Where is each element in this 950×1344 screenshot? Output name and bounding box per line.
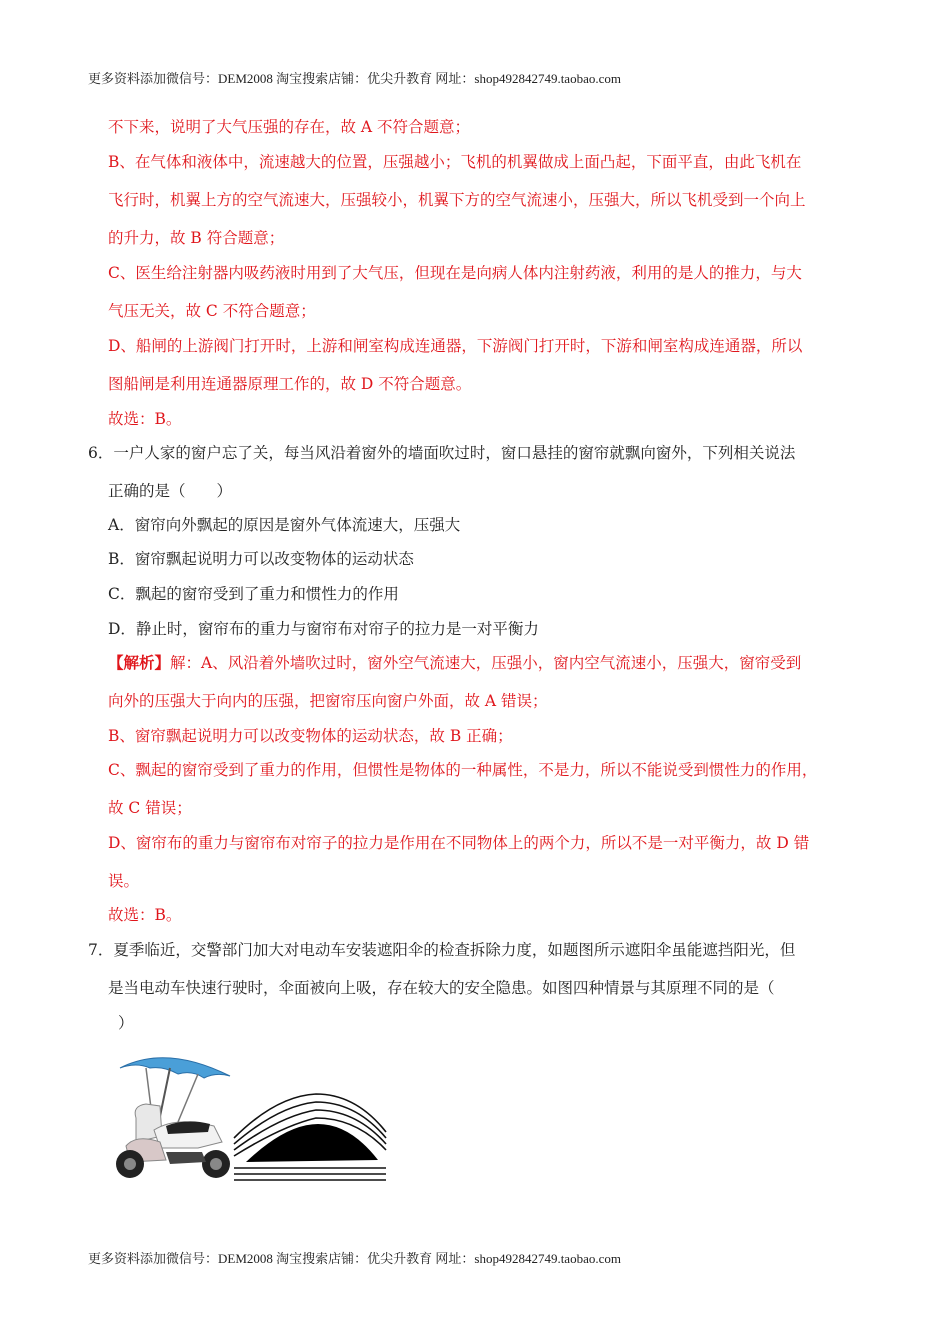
q7-stem: 7．夏季临近，交警部门加大对电动车安装遮阳伞的检查拆除力度，如题图所示遮阳伞虽能遮挡阳光，但 xyxy=(88,941,796,959)
q5-answer-line: B、在气体和液体中，流速越大的位置，压强越小；飞机的机翼做成上面凸起，下面平直，由此飞机在 xyxy=(108,153,802,171)
q6-analysis-line: 误。 xyxy=(108,872,140,890)
q6-option-a: A．窗帘向外飘起的原因是窗外气体流速大，压强大 xyxy=(108,516,461,534)
q5-answer-line: 图船闸是利用连通器原理工作的，故 D 不符合题意。 xyxy=(108,375,472,393)
q7-stem-end: ） xyxy=(118,1014,134,1032)
q6-analysis-line: 故 C 错误； xyxy=(108,799,192,817)
q6-option-c: C．飘起的窗帘受到了重力和惯性力的作用 xyxy=(108,585,399,603)
scooter-illustration xyxy=(116,1104,230,1178)
q7-figure xyxy=(106,1046,396,1186)
q6-analysis-line: 【解析】解：A、风沿着外墙吹过时，窗外空气流速大，压强小，窗内空气流速小，压强大，窗帘受到 xyxy=(108,653,802,672)
q6-analysis-line: D、窗帘布的重力与窗帘布对帘子的拉力是作用在不同物体上的两个力，所以不是一对平衡力，故 D 错 xyxy=(108,834,810,852)
q6-final-answer: 故选：B。 xyxy=(108,906,182,924)
q6-stem: 6．一户人家的窗户忘了关，每当风沿着窗外的墙面吹过时，窗口悬挂的窗帘就飘向窗外，下列相关说法 xyxy=(88,444,796,462)
q6-analysis-line: B、窗帘飘起说明力可以改变物体的运动状态，故 B 正确； xyxy=(108,727,513,745)
q7-stem-cont: 是当电动车快速行驶时，伞面被向上吸，存在较大的安全隐患。如图四种情景与其原理不同的是（ xyxy=(108,979,775,997)
q6-analysis-line: C、飘起的窗帘受到了重力的作用，但惯性是物体的一种属性，不是力，所以不能说受到惯性力的作用， xyxy=(108,761,818,779)
q6-option-d: D．静止时，窗帘布的重力与窗帘布对帘子的拉力是一对平衡力 xyxy=(108,620,539,638)
page-header: 更多资料添加微信号：DEM2008 淘宝搜索店铺：优尖升教育 网址：shop492842749.taobao.com xyxy=(88,71,621,86)
q5-final-answer: 故选：B。 xyxy=(108,410,182,428)
q5-answer-line: 气压无关，故 C 不符合题意； xyxy=(108,302,316,320)
q5-answer-line: 的升力，故 B 符合题意； xyxy=(108,229,285,247)
q5-answer-line: 不下来，说明了大气压强的存在，故 A 不符合题意； xyxy=(108,118,471,136)
q5-answer-line: C、医生给注射器内吸药液时用到了大气压，但现在是向病人体内注射药液，利用的是人的推力，与大 xyxy=(108,264,802,282)
q5-answer-line: 飞行时，机翼上方的空气流速大，压强较小，机翼下方的空气流速小，压强大，所以飞机受到一个向上 xyxy=(108,191,806,209)
q6-option-b: B．窗帘飘起说明力可以改变物体的运动状态 xyxy=(108,550,414,568)
q6-analysis-line: 向外的压强大于向内的压强，把窗帘压向窗户外面，故 A 错误； xyxy=(108,692,548,710)
q5-answer-line: D、船闸的上游阀门打开时，上游和闸室构成连通器，下游阀门打开时，下游和闸室构成连通器，所以 xyxy=(108,337,803,355)
q6-stem-cont: 正确的是（ ） xyxy=(108,482,233,500)
analysis-tag: 【解析】 xyxy=(108,653,171,672)
page-footer: 更多资料添加微信号：DEM2008 淘宝搜索店铺：优尖升教育 网址：shop492842749.taobao.com xyxy=(88,1251,621,1266)
